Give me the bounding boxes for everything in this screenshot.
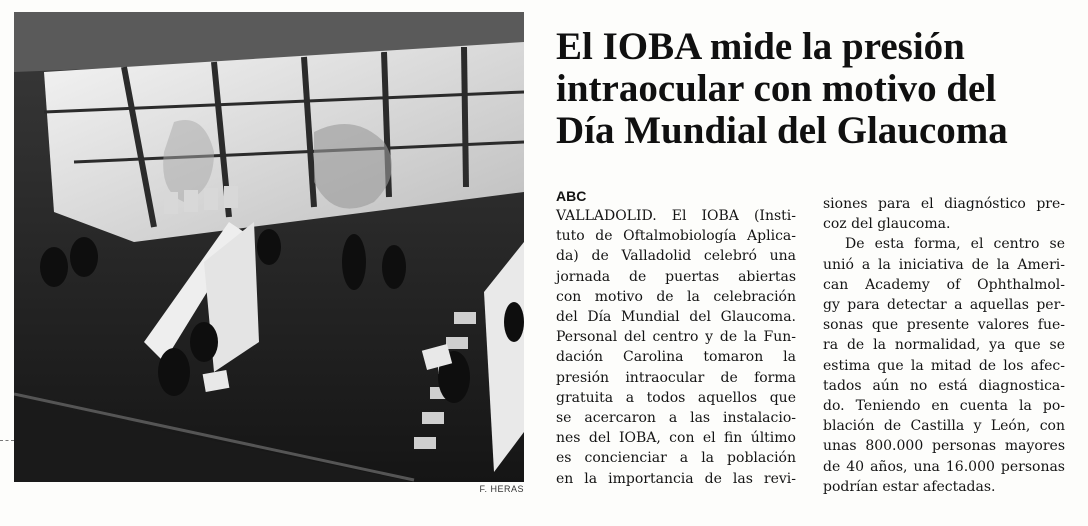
headline-line: El IOBA mide la presión xyxy=(556,25,965,68)
text-line: siones para el diagnóstico pre- xyxy=(823,196,1065,212)
text-line: del Día Mundial del Glaucoma. xyxy=(556,309,796,326)
text-line: estima que la mitad de los afec- xyxy=(823,357,1065,374)
text-line: ra de la normalidad, ya que se xyxy=(823,337,1065,354)
text-line: da) de Valladolid celebró una xyxy=(556,248,796,265)
text-line: unas 800.000 personas mayores xyxy=(823,438,1065,455)
article-column-2 xyxy=(823,194,1065,497)
text-line: tados aún no está diagnostica- xyxy=(823,377,1065,394)
text-line: can Academy of Ophthalmol- xyxy=(823,276,1065,293)
text-line: do. Teniendo en cuenta la po- xyxy=(823,398,1065,415)
text-line: unió a la iniciativa de la Ameri- xyxy=(823,256,1065,273)
text-line: blación de Castilla y León, con xyxy=(823,418,1065,435)
text-line: de 40 años, una 16.000 personas xyxy=(823,458,1065,475)
text-line: en la importancia de las revi- xyxy=(556,470,796,487)
text-line: VALLADOLID. El IOBA (Insti- xyxy=(556,208,796,224)
text-line: gratuita a todos aquellos que xyxy=(556,389,796,406)
text-line: podrían estar afectadas. xyxy=(823,478,996,495)
news-photo xyxy=(14,12,524,482)
text-line: Personal del centro y de la Fun- xyxy=(556,329,796,346)
margin-mark xyxy=(0,440,14,442)
text-line: coz del glaucoma. xyxy=(823,216,951,233)
text-line: sonas que presente valores fue- xyxy=(823,317,1065,334)
headline-line: intraocular con motivo del xyxy=(556,67,997,110)
byline: ABC xyxy=(556,188,587,204)
text-line: es concienciar a la población xyxy=(556,450,796,467)
headline-line: Día Mundial del Glaucoma xyxy=(556,109,1008,152)
text-line: presión intraocular de forma xyxy=(556,369,796,386)
text-line: se acercaron a las instalacio- xyxy=(556,410,796,427)
text-line: nes del IOBA, con el fin último xyxy=(556,430,796,447)
headline xyxy=(556,26,1076,152)
article-column-1 xyxy=(556,188,796,489)
text-line: jornada de puertas abiertas xyxy=(556,268,796,285)
text-line: De esta forma, el centro se xyxy=(845,236,1065,253)
text-line: dación Carolina tomaron la xyxy=(556,349,796,366)
photo-credit: F. HERAS xyxy=(479,484,524,494)
text-line: gy para detectar a aquellas per- xyxy=(823,297,1065,314)
text-line: con motivo de la celebración xyxy=(556,288,796,305)
text-line: tuto de Oftalmobiología Aplica- xyxy=(556,228,796,245)
